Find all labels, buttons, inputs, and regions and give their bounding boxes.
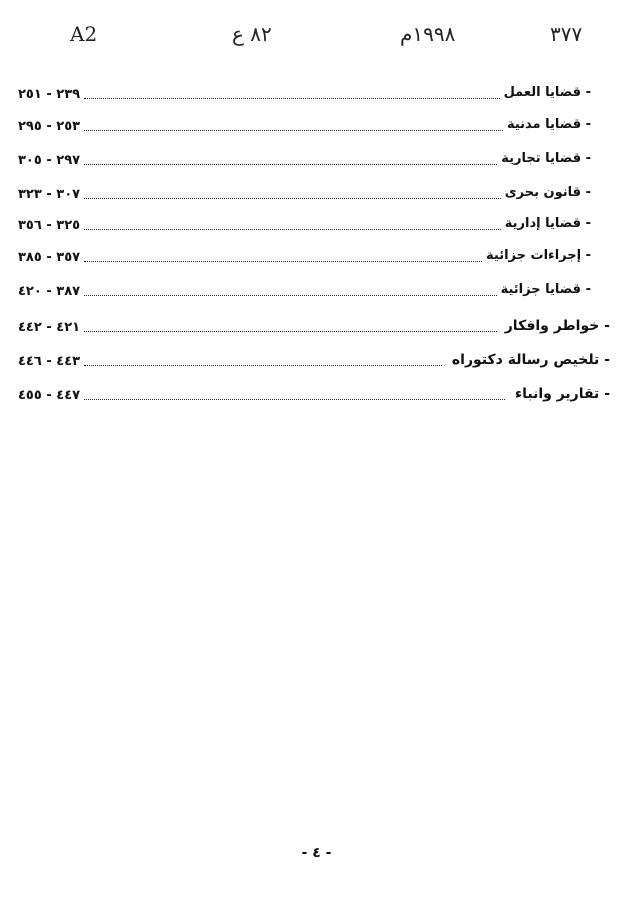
dot-leader xyxy=(84,129,503,131)
toc-entry-title: - قضايا العمل xyxy=(503,85,591,100)
toc-entry xyxy=(18,142,591,168)
toc-entry xyxy=(18,239,591,265)
dot-leader xyxy=(84,260,482,262)
handwritten-mark-2: ٨٢ ع xyxy=(232,22,272,46)
toc-entry-title: - إجراءات جزائية xyxy=(486,248,591,263)
dot-leader xyxy=(84,163,497,165)
handwritten-mark-3: ١٩٩٨م xyxy=(400,22,456,46)
dot-leader xyxy=(84,364,442,366)
toc-page-range: ٣٨٧ - ٤٢٠ xyxy=(18,284,81,299)
toc-page-range: ٤٢١ - ٤٤٢ xyxy=(18,320,81,335)
toc-entry-title: - تلخيص رسالة دكتوراه xyxy=(451,352,610,368)
toc-page-range: ٢٩٧ - ٣٠٥ xyxy=(18,153,81,168)
toc-entry-title: - قضايا جزائية xyxy=(500,282,591,297)
toc-page-range: ٢٣٩ - ٢٥١ xyxy=(18,87,81,102)
toc-entry xyxy=(18,108,591,134)
page-number: - ٤ - xyxy=(301,845,332,861)
toc-entry-title: - تقارير وانباء xyxy=(514,386,610,402)
toc-entry xyxy=(18,309,610,335)
handwritten-mark-1: A2 xyxy=(70,22,98,46)
toc-entry-title: - قضايا مدنية xyxy=(506,117,591,132)
dot-leader xyxy=(84,197,501,199)
toc-entry-title: - قضايا إدارية xyxy=(504,216,591,231)
toc-entry xyxy=(18,207,591,233)
toc-entry xyxy=(18,377,610,403)
toc-page-range: ٤٤٧ - ٤٥٥ xyxy=(18,388,81,403)
toc-entry-title: - خواطر وافكار xyxy=(504,318,610,334)
dot-leader xyxy=(84,398,505,400)
dot-leader xyxy=(84,97,500,99)
toc-page-range: ٣٥٧ - ٣٨٥ xyxy=(18,250,81,265)
toc-entry xyxy=(18,176,591,202)
dot-leader xyxy=(84,330,497,332)
toc-page-range: ٣٠٧ - ٣٢٣ xyxy=(18,187,81,202)
dot-leader xyxy=(84,294,497,296)
toc-page-range: ٣٢٥ - ٣٥٦ xyxy=(18,218,81,233)
toc-page-range: ٤٤٣ - ٤٤٦ xyxy=(18,354,81,369)
toc-page-range: ٢٥٣ - ٢٩٥ xyxy=(18,119,81,134)
handwritten-mark-4: ٣٧٧ xyxy=(550,22,583,46)
toc-entry xyxy=(18,76,591,102)
toc-entry-title: - قضايا تجارية xyxy=(501,151,591,166)
dot-leader xyxy=(84,228,501,230)
toc-entry xyxy=(18,273,591,299)
toc-entry xyxy=(18,343,610,369)
toc-entry-title: - قانون بحرى xyxy=(504,185,591,200)
